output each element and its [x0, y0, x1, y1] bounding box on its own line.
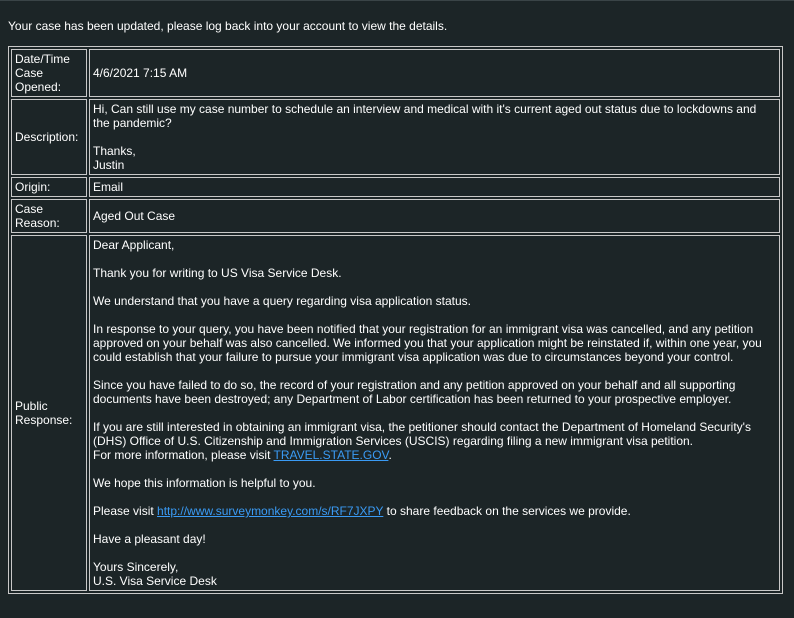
survey-suffix: to share feedback on the services we provide.	[383, 504, 631, 518]
description-closing: Thanks,	[93, 144, 136, 158]
response-pleasant: Have a pleasant day!	[93, 532, 206, 546]
response-survey	[93, 504, 776, 518]
response-failed-paragraph: Since you have failed to do so, the record of your registration and any petition approved on your behalf and all supporting documents have been destroyed; any Department of Labor certification has been returned to your prospective employer.	[93, 378, 736, 406]
more-info-suffix: .	[388, 448, 392, 462]
response-thanks: Thank you for writing to US Visa Service Desk.	[93, 266, 342, 280]
response-understand: We understand that you have a query regarding visa application status.	[93, 294, 472, 308]
date-opened-label-line1: Date/Time	[15, 52, 70, 66]
row-description	[11, 99, 780, 175]
row-case-reason	[11, 199, 780, 233]
case-reason-label-line1: Case	[15, 202, 44, 216]
date-opened-label-line3: Opened:	[15, 80, 62, 94]
response-interest-paragraph: If you are still interested in obtaining an immigrant visa, the petitioner should contact the Department of Homeland Security's (DHS) Office of U.S. Citizenship and Immigration Services (USCIS) regarding filing a new immigrant visa petition.	[93, 420, 751, 448]
date-opened-value: 4/6/2021 7:15 AM	[89, 49, 780, 97]
survey-prefix: Please visit	[93, 504, 158, 518]
response-more-info	[93, 448, 776, 462]
case-updated-notice: Your case has been updated, please log back into your account to view the details.	[8, 19, 448, 33]
travel-state-gov-link[interactable]: TRAVEL.STATE.GOV	[273, 448, 389, 462]
date-opened-label	[11, 49, 87, 97]
public-response-label	[11, 235, 87, 591]
response-sign-off: Yours Sincerely,	[93, 560, 179, 574]
row-origin	[11, 177, 780, 197]
survey-link[interactable]: http://www.surveymonkey.com/s/RF7JXPY	[157, 504, 384, 518]
case-reason-label-line2: Reason:	[15, 216, 60, 230]
response-greeting: Dear Applicant,	[93, 238, 175, 252]
row-public-response	[11, 235, 780, 591]
date-opened-label-line2: Case	[15, 66, 44, 80]
row-date-opened	[11, 49, 780, 97]
response-sender: U.S. Visa Service Desk	[93, 574, 217, 588]
description-label: Description:	[11, 99, 87, 175]
response-hope: We hope this information is helpful to you.	[93, 476, 316, 490]
case-reason-value: Aged Out Case	[89, 199, 780, 233]
origin-label: Origin:	[11, 177, 87, 197]
response-notification-paragraph: In response to your query, you have been notified that your registration for an immigrant visa was cancelled, and any petition approved on your behalf was also cancelled. We informed you that your application might be reinstated if, within one year, you could establish that your failure to pursue your immigrant visa application was due to circumstances beyond your control.	[93, 322, 762, 364]
public-response-label-line1: Public	[15, 399, 48, 413]
case-reason-label	[11, 199, 87, 233]
public-response-value	[89, 235, 780, 591]
origin-value: Email	[89, 177, 780, 197]
description-body: Hi, Can still use my case number to schedule an interview and medical with it's current aged out status due to lockdowns and the pandemic?	[93, 102, 757, 130]
more-info-prefix: For more information, please visit	[93, 448, 274, 462]
description-signature: Justin	[93, 158, 125, 172]
description-value	[89, 99, 780, 175]
public-response-label-line2: Response:	[15, 413, 73, 427]
case-details-table	[8, 46, 783, 594]
top-divider	[0, 0, 794, 1]
